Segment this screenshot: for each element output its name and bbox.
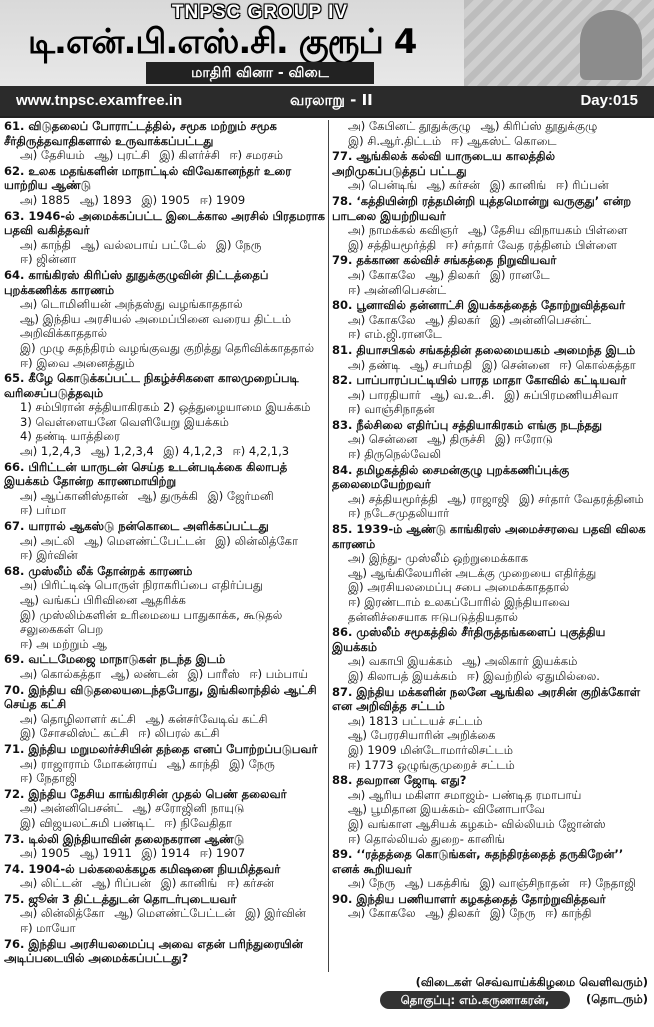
question-item [332, 194, 650, 252]
question-item [4, 519, 326, 563]
option: ஆ) 1,2,3,4 [90, 444, 154, 459]
options-row [332, 268, 650, 297]
question-text: 85. 1939-ம் ஆண்டு காங்கிரஸ் அமைச்சரவை பதவி விலக காரணம் [332, 522, 646, 551]
option: ஆ) காந்தி [166, 756, 220, 771]
question-item [332, 522, 650, 624]
option: அ) வகாபி இயக்கம் [348, 654, 453, 669]
option: இ) நேரு [215, 237, 262, 252]
answer-line: இ) முழு சுதந்திரம் வழங்குவது குறித்து தெரிவிக்காததால் [20, 340, 315, 355]
question-text: 65. கீழே கொடுக்கப்பட்ட நிகழ்ச்சிகளை காலமுறைப்படி வரிசைப்படுத்தவும் [4, 371, 299, 400]
option: அ) சத்தியமூர்த்தி [348, 491, 438, 506]
option: அ) லின்லித்கோ [20, 906, 105, 921]
option: அ) 1905 [20, 846, 71, 861]
option: இ) சென்னை [481, 357, 550, 372]
options-row [332, 654, 650, 683]
answer-line: அ) டொமினியன் அந்தஸ்து வழங்காததால் [20, 297, 243, 312]
website-link[interactable]: www.tnpsc.examfree.in [16, 92, 183, 109]
option: ஆ) திருச்சி [427, 432, 486, 447]
question-text: 82. பாப்பாரப்பட்டியில் பாரத மாதா கோவில் கட்டியவர் [332, 373, 627, 388]
options-row [4, 238, 326, 267]
option: ஆ) தேசிய விநாயகம் பிள்ளை [467, 223, 628, 238]
answer-line: இ) 1909 மின்டோமார்லிசட்டம் [348, 742, 513, 757]
answer-line: இ) அரசியலமைப்பு சபை அமைக்காததால் [348, 580, 570, 595]
option: அ) நாமக்கல் கவிஞர் [348, 223, 459, 238]
answer-line: ஈ) தொல்லியல் துறை- கானிங் [348, 831, 505, 846]
options-row [4, 801, 326, 830]
option: ஈ) மாயோ [20, 921, 76, 936]
option: ஆ) மௌண்ட்பேட்டன் [114, 906, 236, 921]
question-text: 78. ‘கத்தியின்றி ரத்தமின்றி யுத்தமொன்று வருகுது’ என்ற பாடலை இயற்றியவர் [332, 193, 632, 223]
option: இ) பாரீஸ் [187, 666, 240, 681]
answer-line: ஆ) வங்கப் பிரிவினை ஆதரிக்க [20, 593, 186, 607]
question-text: 71. இந்திய மறுமலர்ச்சியின் தந்தை எனப் போற்றப்படுபவர் [4, 741, 318, 756]
day-label: Day:015 [580, 92, 638, 109]
option: ஈ) கொல்கத்தா [559, 357, 636, 372]
option: ஆ) ராஜாஜி [447, 491, 510, 506]
question-text: 63. 1946-ல் அமைக்கப்பட்ட இடைக்கால அரசில் பிரதமராக பதவி வகித்தவர் [4, 208, 326, 238]
option: அ) பென்டிங் [348, 178, 417, 193]
question-item [4, 652, 326, 681]
option: அ) கோகலே [348, 906, 416, 921]
question-item [332, 685, 650, 773]
option: அ) அட்லி [20, 533, 75, 548]
option: அ) கோகலே [348, 267, 416, 282]
option: ஆ) திலகர் [425, 267, 481, 282]
question-item [4, 683, 326, 741]
option: ஈ) லிபரல் கட்சி [138, 726, 220, 741]
answer-line: இ) முஸ்லிம்களின் உரிமையை பாதுகாக்க, கூடுதல் சலுகைகள் பெற [20, 607, 283, 637]
question-text: 74. 1904-ல் பல்கலைக்கழக கமிஷனை நியமித்தவர் [4, 861, 281, 876]
answer-line: ஆ) ஆங்கிலேயரின் அடக்கு முறையை எதிர்த்து [348, 565, 597, 580]
option: இ) ஜேர்மனி [207, 488, 274, 503]
option: ஈ) அன்னிபெசன்ட் [348, 282, 447, 297]
answer-line: ஈ) இவை அனைத்தும் [20, 355, 135, 370]
option: ஆ) வல்லபாய் பட்டேல் [80, 237, 207, 252]
option: ஆ) 1911 [79, 846, 132, 861]
options-row [4, 667, 326, 682]
option: இ) இர்வின் [245, 906, 306, 921]
question-text: 70. இந்திய விடுதலையடைந்தபோது, இங்கிலாந்தில் ஆட்சி செய்த கட்சி [4, 682, 317, 712]
options-row [4, 846, 326, 861]
option: ஈ) 4,2,1,3 [232, 444, 290, 459]
question-text: 81. தியாசபிகல் சங்கத்தின் தலைமையகம் அமைந்த இடம் [332, 342, 636, 357]
options-row [332, 876, 650, 891]
answer-line: ஆ) பூமிதான இயக்கம்- வினோபாவே [348, 802, 545, 817]
question-item [332, 343, 650, 372]
option: ஈ) 1907 [199, 846, 246, 861]
right-column [332, 118, 650, 974]
option: அ) தொழிலாளர் கட்சி [20, 711, 136, 726]
left-column [4, 118, 326, 974]
option: இ) ஈரோடு [494, 432, 553, 447]
option: ஆ) லண்டன் [110, 666, 178, 681]
topic-label: வரலாறு - II [290, 91, 373, 109]
options-row [4, 757, 326, 786]
question-item [332, 847, 650, 891]
options-row [332, 358, 650, 373]
option: இ) அன்னிபெசன்ட் [489, 312, 592, 327]
option: ஆ) திலகர் [425, 312, 481, 327]
question-text: 77. ஆங்கிலக் கல்வி யாருடைய காலத்தில் அறிமுகப்படுத்தப் பட்டது [332, 149, 556, 178]
question-text: 79. தக்காண கல்விச் சங்கத்தை நிறுவியவர் [332, 253, 557, 268]
option: அ) 1,2,4,3 [20, 444, 82, 459]
option: ஆ) கர்சன் [426, 178, 481, 193]
answer-line: அ) இந்து- முஸ்லீம் ஒற்றுமைக்காக [348, 551, 529, 566]
options-row [4, 712, 326, 741]
option: அ) நேரு [348, 876, 396, 891]
options-row [332, 492, 650, 521]
option: ஈ) பம்பாய் [249, 666, 308, 681]
option: ஆ) அலிகார் இயக்கம் [462, 654, 578, 669]
question-item [332, 119, 650, 148]
continued-label: (தொடரும்) [585, 992, 648, 1006]
option: ஆ) ரிப்பன் [91, 876, 151, 891]
question-text: 90. இந்திய பணியாளர் கழகத்தைத் தோற்றுவித்தவர் [332, 891, 606, 906]
question-item [4, 862, 326, 891]
option: ஈ) நேதாஜி [20, 771, 77, 786]
option: இ) 1905 [141, 192, 191, 207]
options-row [4, 876, 326, 891]
option: இ) சி.ஆர்.திட்டம் [348, 133, 442, 148]
question-text: 64. காங்கிரஸ் கிரிப்ஸ் தூதுக்குழுவின் திட்டத்தைப் புறக்கணிக்க காரணம் [4, 267, 269, 297]
question-item [4, 564, 326, 652]
answer-line: ஆ) பேரரசியாரின் அறிக்கை [348, 728, 496, 743]
options-row [332, 906, 650, 921]
option: அ) சென்னை [348, 432, 418, 447]
question-item [332, 373, 650, 417]
question-text: 83. நீல்சிலை எதிர்ப்பு சத்தியாகிரகம் எங்கு நடந்தது [332, 417, 602, 432]
answer-line: அ) ஆரிய மகிளா சமாஜம்- பண்டித ரமாபாய் [348, 787, 582, 802]
option: ஈ) இர்வின் [20, 548, 78, 563]
option: அ) தேசியம் [20, 148, 85, 163]
question-item [332, 149, 650, 193]
question-item [4, 832, 326, 861]
question-item [332, 773, 650, 846]
option: ஈ) சமரசம் [229, 148, 283, 163]
question-item [4, 209, 326, 267]
options-row [332, 178, 650, 193]
answer-line: 1) சம்பிரான் சத்தியாகிரகம் 2) ஒத்துழையாமை இயக்கம் [20, 400, 311, 415]
option: ஆ) திலகர் [425, 906, 481, 921]
option: ஆ) புரட்சி [94, 148, 150, 163]
question-text: 80. பூனாவில் தன்னாட்சி இயக்கத்தைத் தோற்றுவித்தவர் [332, 298, 626, 313]
option: இ) வாஞ்சிநாதன் [479, 876, 570, 891]
option: அ) 1885 [20, 192, 71, 207]
question-item [4, 742, 326, 786]
option: இ) கிளர்ச்சி [159, 148, 220, 163]
header-banner [0, 0, 654, 118]
answer-line: ஆ) இந்திய அரசியல் அமைப்பினை வரைய திட்டம் அறிவிக்காததால் [20, 311, 291, 341]
option: இ) லின்லித்கோ [215, 533, 299, 548]
option: அ) அன்னிபெசன்ட் [20, 801, 123, 816]
option: அ) லிட்டன் [20, 876, 83, 891]
option: ஆ) சரோஜினி நாயுடு [132, 801, 245, 816]
option: இ) கானிங் [489, 178, 547, 193]
option: இ) சத்தியமூர்த்தி [348, 237, 437, 252]
answer-line: ஈ) 1773 ஒழுங்குமுறைச் சட்டம் [348, 757, 515, 772]
question-item [332, 253, 650, 297]
title-tamil: டி.என்.பி.எஸ்.சி. குரூப் 4 [28, 22, 417, 62]
option: இ) நேரு [229, 756, 275, 771]
option: ஈ) 1909 [199, 192, 246, 207]
option: அ) காந்தி [20, 237, 72, 252]
option: அ) ஆப்கானிஸ்தான் [20, 488, 129, 503]
option: அ) பாரதியார் [348, 387, 421, 402]
question-text: 89. ‘‘ரத்தத்தை கொடுங்கள், சுதந்திரத்தைத் தருகிறேன்’’ எனக் கூறியவர் [332, 847, 624, 876]
option: இ) விஜயலட்சுமி பண்டிட் [20, 815, 155, 830]
question-text: 68. முஸ்லீம் லீக் தோன்றக் காரணம் [4, 563, 193, 578]
option: ஈ) நிவேதிதா [164, 815, 233, 830]
option: ஆ) பகத்சிங் [404, 876, 470, 891]
option: ஈ) சர்தார் வேத ரத்தினம் பிள்ளை [445, 237, 617, 252]
question-item [4, 371, 326, 459]
question-item [332, 463, 650, 521]
option: ஈ) வாஞ்சிநாதன் [348, 402, 435, 417]
question-text: 86. முஸ்லீம் சமூகத்தில் சீர்திருத்தங்களைப் புகுத்திய இயக்கம் [332, 625, 606, 654]
option: அ) தண்டி [348, 357, 401, 372]
option: ஈ) நடேசமுதலியார் [348, 506, 450, 521]
question-item [4, 787, 326, 831]
answer-line: இ) வங்காள ஆசியக் கழகம்- வில்லியம் ஜோன்ஸ் [348, 816, 606, 831]
option: இ) நேரு [489, 906, 536, 921]
question-text: 72. இந்திய தேசிய காங்கிரசின் முதல் பெண் தலைவர் [4, 786, 287, 801]
options-row [4, 193, 326, 208]
option: ஈ) கர்சன் [226, 876, 274, 891]
option: ஆ) கிரிப்ஸ் தூதுக்குழு [480, 119, 598, 133]
answer-line: ஈ) அ மற்றும் ஆ [20, 636, 107, 651]
option: அ) கேபினட் தூதுக்குழு [348, 119, 471, 133]
question-text: 84. தமிழகத்தில் சைமன்குழு புறக்கணிப்புக்கு தலைமையேற்றவர் [332, 462, 570, 492]
option: ஈ) எம்.ஜி.ரானடே [348, 327, 442, 342]
option: ஈ) திருநெல்வேலி [348, 447, 442, 462]
option: ஈ) இவற்றில் ஏதுமில்லை. [466, 668, 600, 683]
question-text: 88. தவறான ஜோடி எது? [332, 773, 467, 788]
question-text: 67. யாரால் ஆகஸ்டு நன்கொடை அளிக்கப்பட்டது [4, 519, 269, 534]
question-item [332, 418, 650, 462]
option: ஆ) கன்சர்வேடிவ் கட்சி [145, 711, 268, 726]
question-text: 76. இந்திய அரசியலமைப்பு அவை எதன் பரிந்துரையின் அடிப்படையில் அமைக்கப்பட்டது? [4, 936, 303, 966]
options-row [332, 223, 650, 252]
answer-line: ஈ) இரண்டாம் உலகப்போரில் இந்தியாவை தன்னிச்சையாக ஈடுபடுத்தியதால் [348, 595, 570, 624]
options-row [332, 432, 650, 461]
student-figure-icon [580, 10, 642, 80]
answer-line: 3) வெள்ளையனே வெளியேறு இயக்கம் [20, 414, 229, 429]
options-row [332, 388, 650, 417]
options-row [4, 148, 326, 163]
options-row [4, 489, 326, 518]
question-item [4, 892, 326, 936]
question-text: 87. இந்திய மக்களின் நலனே ஆங்கில அரசின் குறிக்கோள் என அறிவித்த சட்டம் [332, 684, 641, 714]
option: ஆ) சபர்மதி [409, 357, 473, 372]
options-row [4, 534, 326, 563]
info-bar [0, 86, 654, 116]
option: ஈ) ரிப்பன் [555, 178, 609, 193]
option: ஈ) பர்மா [20, 503, 67, 518]
author-badge: தொகுப்பு: எம்.கருணாகரன், மதுரை. [380, 991, 570, 1009]
question-text: 62. உலக மதங்களின் மாநாட்டில் விவேகானந்தர் உரை யாற்றிய ஆண்டு [4, 163, 292, 193]
option: ஆ) துருக்கி [137, 488, 198, 503]
question-item [4, 937, 326, 966]
option: ஈ) நேதாஜி [579, 876, 636, 891]
column-divider [328, 120, 329, 972]
option: இ) சர்தார் வேதரத்தினம் [518, 491, 644, 506]
answer-line: 4) தண்டி யாத்திரை [20, 429, 120, 444]
question-item [4, 164, 326, 208]
question-text: 69. வட்டமேஜை மாநாடுகள் நடந்த இடம் [4, 652, 226, 667]
options-row [4, 444, 326, 459]
options-row [332, 119, 650, 148]
option: அ) கொல்கத்தா [20, 666, 102, 681]
options-row [332, 313, 650, 342]
question-text: 61. விடுதலைப் போராட்டத்தில், சமூக மற்றும் சமூக சீர்திருத்தவாதிகளால் உருவாக்கப்பட்டது [4, 119, 277, 148]
option: இ) 4,1,2,3 [163, 444, 223, 459]
option: ஈ) காந்தி [545, 906, 592, 921]
answers-note: (விடைகள் செவ்வாய்க்கிழமை வெளிவரும்) [415, 975, 648, 989]
question-item [4, 119, 326, 163]
question-text: 75. ஜூன் 3 திட்டத்துடன் தொடர்புடையவர் [4, 891, 237, 906]
option: இ) கானிங் [160, 876, 218, 891]
question-text: 73. டில்லி இந்தியாவின் தலைநகரான ஆண்டு [4, 831, 245, 846]
option: இ) சுப்பிரமணியசிவா [504, 387, 619, 402]
question-text: 66. பிரிட்டன் யாருடன் செய்த உடன்படிக்கை கிலாபத் இயக்கம் தோன்ற காரணமாயிற்று [4, 459, 288, 489]
option: ஈ) ஆகஸ்ட் கொடை [450, 133, 557, 148]
option: இ) கிலாபத் இயக்கம் [348, 668, 458, 683]
answer-line: அ) பிரிட்டிஷ் பொருள் நிராகரிப்பை எதிர்ப்பது [20, 578, 263, 593]
option: ஆ) 1893 [79, 192, 132, 207]
option: அ) கோகலே [348, 312, 416, 327]
option: அ) ராஜாராம் மோகன்ராய் [20, 756, 158, 771]
option: ஈ) ஜின்னா [20, 252, 77, 267]
options-row [4, 906, 326, 935]
question-item [332, 625, 650, 683]
question-item [332, 298, 650, 342]
question-item [4, 460, 326, 518]
option: இ) ரானடே [489, 267, 550, 282]
option: இ) 1914 [141, 846, 191, 861]
answer-line: அ) 1813 பட்டயச் சட்டம் [348, 713, 483, 728]
title-english: TNPSC GROUP IV [171, 2, 349, 23]
question-item [332, 892, 650, 921]
question-item [4, 268, 326, 370]
option: ஆ) வ.உ.சி. [430, 387, 495, 402]
option: ஆ) மௌண்ட்பேட்டன் [84, 533, 206, 548]
option: இ) சோசலிஸ்ட் கட்சி [20, 726, 129, 741]
subtitle-banner: மாதிரி வினா - விடை [146, 62, 374, 84]
